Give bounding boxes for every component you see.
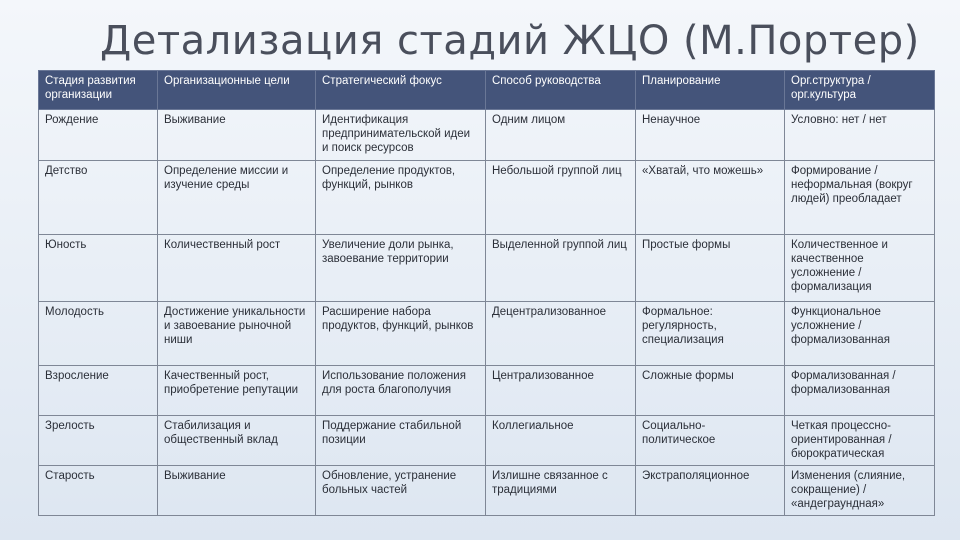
table-row — [39, 302, 935, 366]
table-header-row — [39, 71, 935, 110]
cell-management: Централизованное — [486, 366, 636, 416]
cell-focus: Обновление, устранение больных частей — [316, 466, 486, 516]
cell-planning: Сложные формы — [636, 366, 785, 416]
cell-stage: Юность — [39, 235, 158, 302]
cell-management: Одним лицом — [486, 110, 636, 161]
stages-table — [38, 70, 935, 516]
cell-structure: Формализованная / формализованная — [785, 366, 935, 416]
cell-planning: Простые формы — [636, 235, 785, 302]
cell-structure: Функциональное усложнение / формализованная — [785, 302, 935, 366]
cell-goals: Определение миссии и изучение среды — [158, 161, 316, 235]
cell-goals: Выживание — [158, 466, 316, 516]
header-management: Способ руководства — [486, 71, 636, 110]
cell-planning: Социально-политическое — [636, 416, 785, 466]
header-goals: Организационные цели — [158, 71, 316, 110]
cell-stage: Зрелость — [39, 416, 158, 466]
cell-stage: Взросление — [39, 366, 158, 416]
table-row — [39, 416, 935, 466]
cell-focus: Использование положения для роста благополучия — [316, 366, 486, 416]
cell-structure: Условно: нет / нет — [785, 110, 935, 161]
cell-management: Излишне связанное с традициями — [486, 466, 636, 516]
table-row — [39, 110, 935, 161]
cell-stage: Детство — [39, 161, 158, 235]
cell-planning: «Хватай, что можешь» — [636, 161, 785, 235]
cell-goals: Количественный рост — [158, 235, 316, 302]
header-planning: Планирование — [636, 71, 785, 110]
cell-focus: Увеличение доли рынка, завоевание территории — [316, 235, 486, 302]
slide-title: Детализация стадий ЖЦО (М.Портер) — [100, 18, 920, 64]
cell-focus: Расширение набора продуктов, функций, рынков — [316, 302, 486, 366]
cell-goals: Выживание — [158, 110, 316, 161]
header-structure-culture: Орг.структура / орг.культура — [785, 71, 935, 110]
cell-stage: Молодость — [39, 302, 158, 366]
cell-focus: Поддержание стабильной позиции — [316, 416, 486, 466]
cell-stage: Рождение — [39, 110, 158, 161]
cell-management: Выделенной группой лиц — [486, 235, 636, 302]
cell-structure: Количественное и качественное усложнение / формализация — [785, 235, 935, 302]
cell-management: Коллегиальное — [486, 416, 636, 466]
cell-planning: Экстраполяционное — [636, 466, 785, 516]
cell-structure: Четкая процессно-ориентированная / бюрократическая — [785, 416, 935, 466]
cell-management: Небольшой группой лиц — [486, 161, 636, 235]
cell-planning: Ненаучное — [636, 110, 785, 161]
cell-planning: Формальное: регулярность, специализация — [636, 302, 785, 366]
cell-goals: Достижение уникальности и завоевание рыночной ниши — [158, 302, 316, 366]
table-row — [39, 466, 935, 516]
header-stage: Стадия развития организации — [39, 71, 158, 110]
cell-management: Децентрализованное — [486, 302, 636, 366]
cell-focus: Идентификация предпринимательской идеи и поиск ресурсов — [316, 110, 486, 161]
table-row — [39, 161, 935, 235]
table-row — [39, 235, 935, 302]
cell-focus: Определение продуктов, функций, рынков — [316, 161, 486, 235]
cell-goals: Стабилизация и общественный вклад — [158, 416, 316, 466]
header-strategic-focus: Стратегический фокус — [316, 71, 486, 110]
cell-structure: Изменения (слияние, сокращение) / «андеграундная» — [785, 466, 935, 516]
cell-goals: Качественный рост, приобретение репутации — [158, 366, 316, 416]
cell-stage: Старость — [39, 466, 158, 516]
table-row — [39, 366, 935, 416]
cell-structure: Формирование / неформальная (вокруг людей) преобладает — [785, 161, 935, 235]
